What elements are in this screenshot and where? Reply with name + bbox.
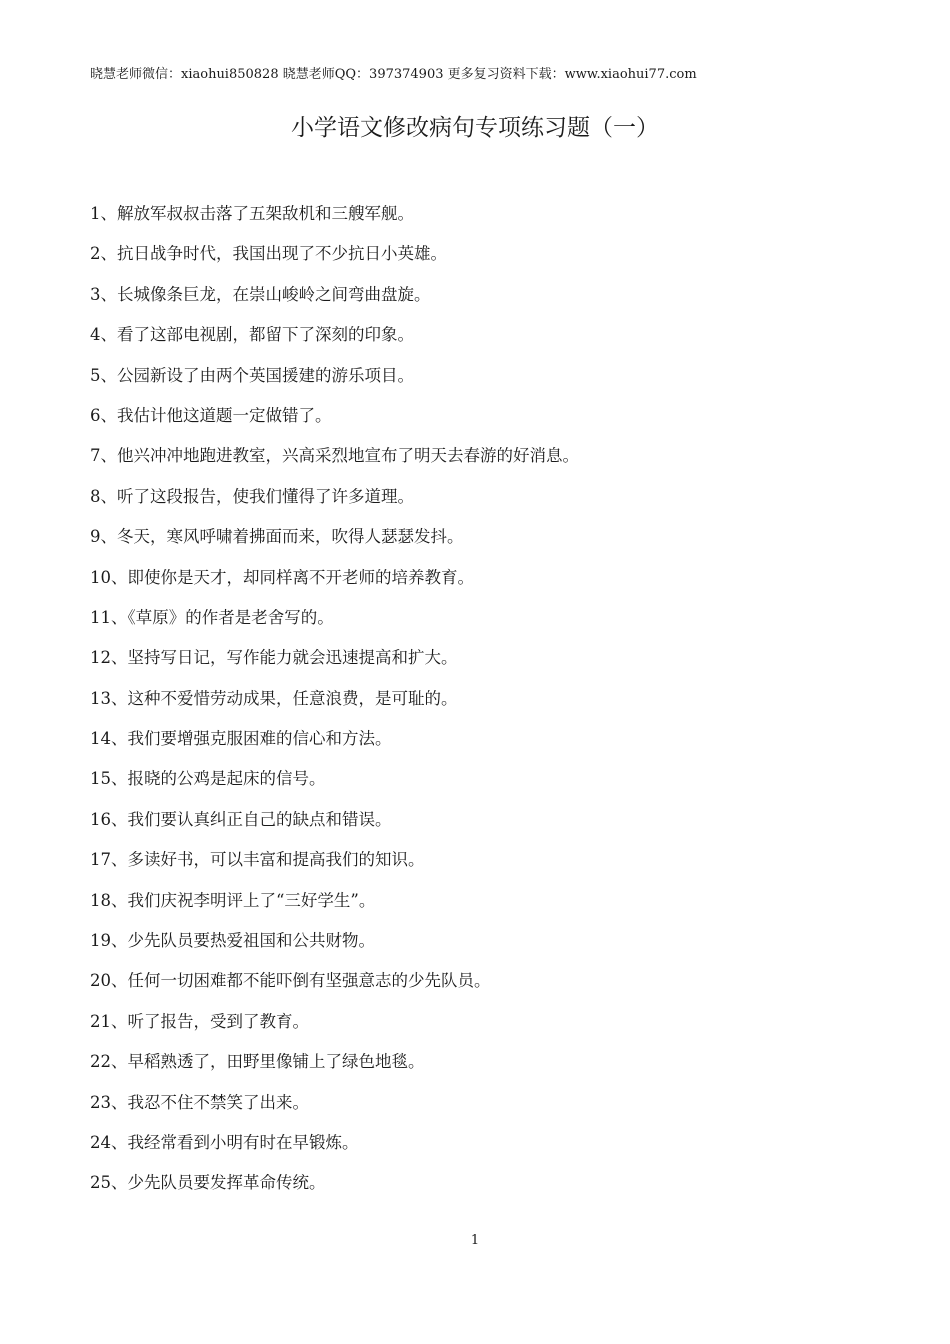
question-item-19: 19、少先队员要热爱祖国和公共财物。 <box>90 931 375 951</box>
question-item-17: 17、多读好书，可以丰富和提高我们的知识。 <box>90 850 425 870</box>
question-item-10: 10、即使你是天才，却同样离不开老师的培养教育。 <box>90 567 474 587</box>
question-item-23: 23、我忍不住不禁笑了出来。 <box>90 1092 309 1112</box>
question-item-18: 18、我们庆祝李明评上了“三好学生”。 <box>90 890 376 910</box>
question-item-14: 14、我们要增强克服困难的信心和方法。 <box>90 729 392 749</box>
question-item-6: 6、我估计他这道题一定做错了。 <box>90 405 332 425</box>
question-item-11: 11、《草原》的作者是老舍写的。 <box>90 607 334 627</box>
header-contact-line: 晓慧老师微信：xiaohui850828 晓慧老师QQ：397374903 更多复习资料下载：www.xiaohui77.com <box>90 67 697 82</box>
page-number: 1 <box>470 1233 480 1248</box>
question-item-25: 25、少先队员要发挥革命传统。 <box>90 1173 326 1193</box>
question-item-20: 20、任何一切困难都不能吓倒有坚强意志的少先队员。 <box>90 971 491 991</box>
question-item-9: 9、冬天，寒风呼啸着拂面而来，吹得人瑟瑟发抖。 <box>90 527 464 547</box>
question-item-13: 13、这种不爱惜劳动成果，任意浪费，是可耻的。 <box>90 688 458 708</box>
question-item-15: 15、报晓的公鸡是起床的信号。 <box>90 769 326 789</box>
question-item-2: 2、抗日战争时代，我国出现了不少抗日小英雄。 <box>90 244 447 264</box>
question-item-7: 7、他兴冲冲地跑进教室，兴高采烈地宣布了明天去春游的好消息。 <box>90 446 579 466</box>
question-item-8: 8、听了这段报告，使我们懂得了许多道理。 <box>90 486 414 506</box>
question-item-5: 5、公园新设了由两个英国援建的游乐项目。 <box>90 365 414 385</box>
question-list <box>90 200 579 1210</box>
question-item-24: 24、我经常看到小明有时在早锻炼。 <box>90 1132 359 1152</box>
document-title: 小学语文修改病句专项练习题（一） <box>291 115 659 141</box>
question-item-3: 3、长城像条巨龙，在崇山峻岭之间弯曲盘旋。 <box>90 284 431 304</box>
question-item-16: 16、我们要认真纠正自己的缺点和错误。 <box>90 809 392 829</box>
question-item-4: 4、看了这部电视剧，都留下了深刻的印象。 <box>90 325 414 345</box>
question-item-21: 21、听了报告，受到了教育。 <box>90 1011 309 1031</box>
question-item-22: 22、早稻熟透了，田野里像铺上了绿色地毯。 <box>90 1052 425 1072</box>
question-item-1: 1、解放军叔叔击落了五架敌机和三艘军舰。 <box>90 204 414 223</box>
question-item-12: 12、坚持写日记，写作能力就会迅速提高和扩大。 <box>90 648 458 668</box>
